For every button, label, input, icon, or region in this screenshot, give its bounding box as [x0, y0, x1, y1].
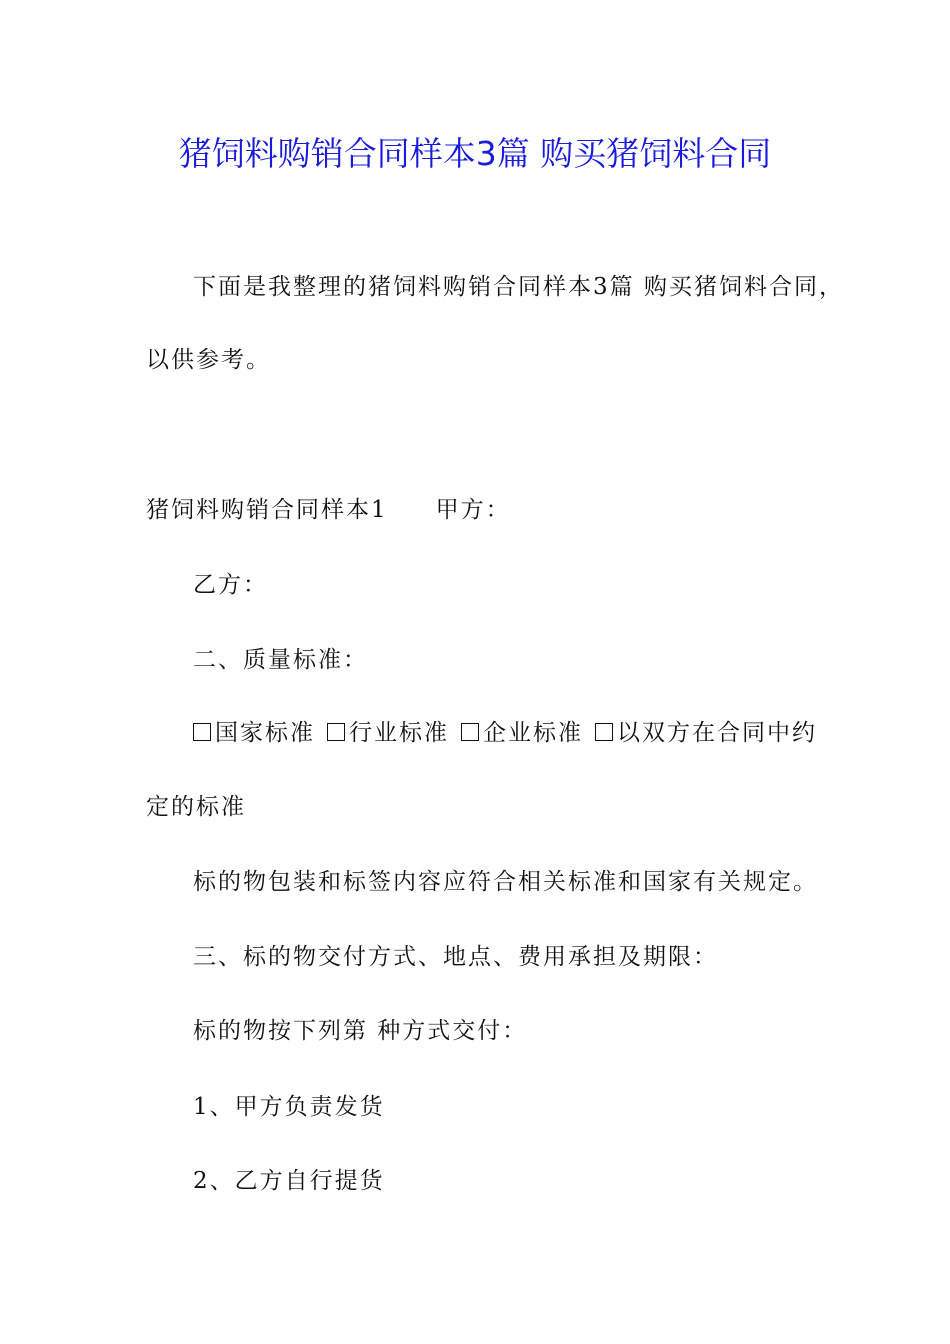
checkbox-industry[interactable] — [327, 723, 345, 741]
intro-line-1: 下面是我整理的猪饲料购销合同样本3篇 购买猪饲料合同， — [193, 274, 844, 300]
document-title: 猪饲料购销合同样本3篇 购买猪饲料合同 — [178, 134, 772, 173]
quality-options — [193, 718, 817, 748]
option-agreed-cont: 定的标准 — [146, 794, 246, 820]
party-a-label: 甲方： — [435, 497, 511, 523]
delivery-intro: 标的物按下列第 种方式交付： — [193, 1018, 528, 1044]
option-national: 国家标准 — [215, 720, 315, 746]
checkbox-national[interactable] — [193, 723, 211, 741]
party-b-label: 乙方： — [193, 572, 268, 598]
delivery-heading: 三、标的物交付方式、地点、费用承担及期限： — [193, 944, 718, 970]
sample-heading: 猪饲料购销合同样本1 — [146, 497, 388, 523]
sample-heading-row — [146, 495, 511, 525]
checkbox-agreed[interactable] — [595, 723, 613, 741]
checkbox-enterprise[interactable] — [461, 723, 479, 741]
packaging-text: 标的物包装和标签内容应符合相关标准和国家有关规定。 — [193, 869, 818, 895]
option-agreed: 以双方在合同中约 — [617, 720, 817, 746]
quality-heading: 二、质量标准： — [193, 647, 368, 673]
intro-line-2: 以供参考。 — [146, 347, 271, 373]
delivery-option-2: 2、乙方自行提货 — [193, 1168, 385, 1194]
delivery-option-1: 1、甲方负责发货 — [193, 1094, 385, 1120]
option-enterprise: 企业标准 — [483, 720, 583, 746]
option-industry: 行业标准 — [349, 720, 449, 746]
